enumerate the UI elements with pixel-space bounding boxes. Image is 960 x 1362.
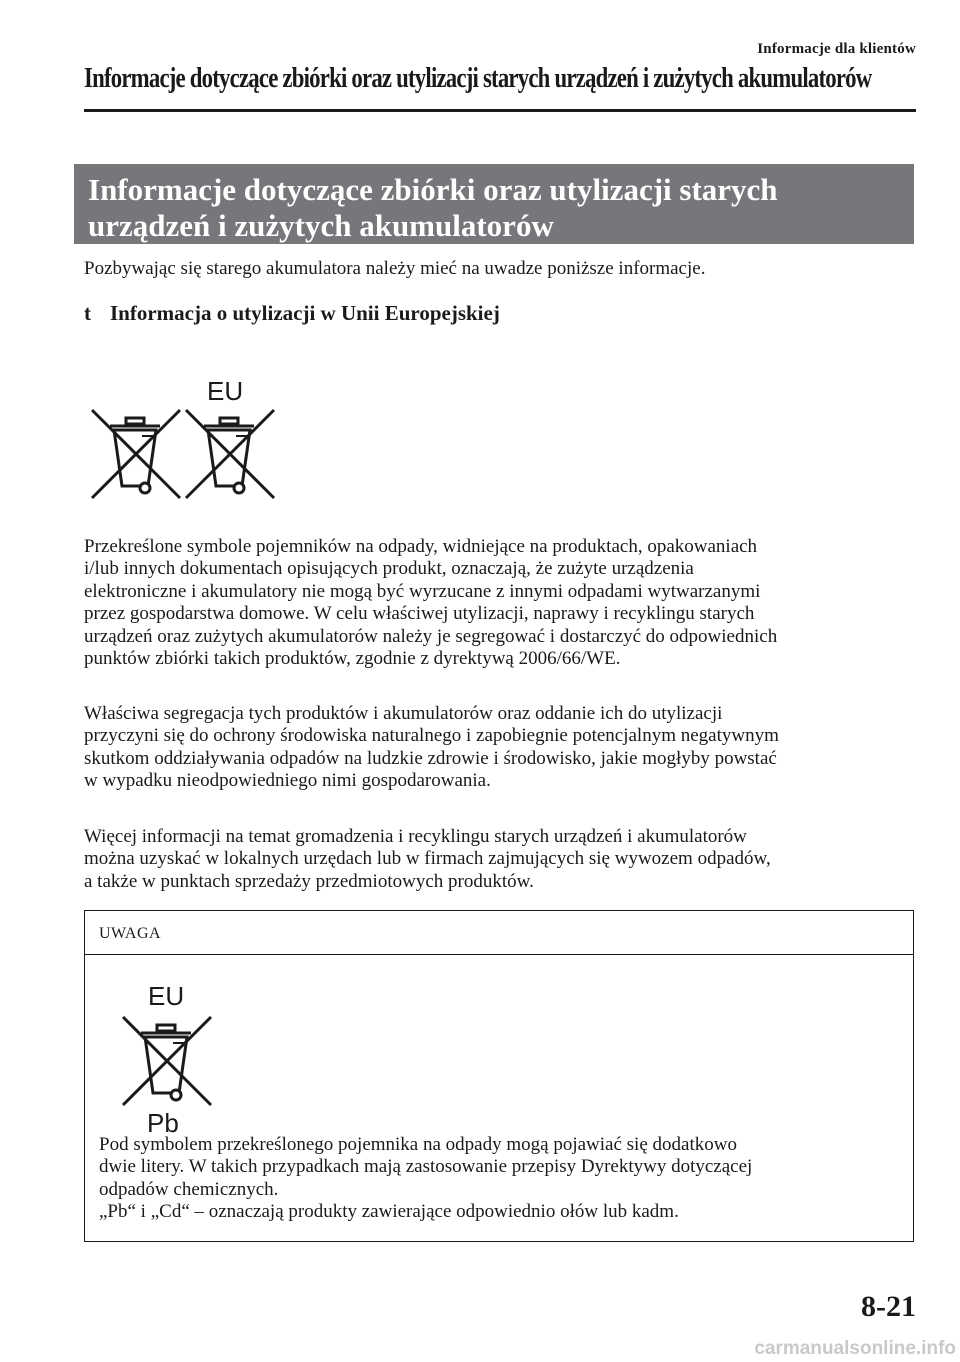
note-line: odpadów chemicznych.	[99, 1178, 279, 1200]
section-title-band	[74, 164, 914, 244]
paragraph-line: Właściwa segregacja tych produktów i akumulatorów oraz oddanie ich do utylizacji	[84, 703, 723, 724]
paragraph-more-information	[84, 826, 916, 893]
paragraph-line: skutkom oddziaływania odpadów na ludzkie zdrowie i środowisko, jakie mogłyby powstać	[84, 747, 777, 769]
subsection-title: Informacja o utylizacji w Unii Europejskiej	[110, 301, 500, 325]
paragraph-line: można uzyskać w lokalnych urzędach lub w firmach zajmujących się wywozem odpadów,	[84, 848, 771, 870]
paragraph-line: urządzeń oraz zużytych akumulatorów należy je segregować i dostarczyć do odpowiednich	[84, 625, 778, 647]
note-box	[84, 910, 914, 1242]
section-title-line-2: urządzeń i zużytych akumulatorów	[88, 208, 554, 243]
paragraph-line: przez gospodarstwa domowe. W celu właściwej utylizacji, naprawy i recyklingu starych	[84, 603, 755, 625]
paragraph-line: elektroniczne i akumulatory nie mogą być wyrzucane z innymi odpadami wytwarzanymi	[84, 580, 761, 602]
paragraph-line: a także w punktach sprzedaży przedmiotowych produktów.	[84, 870, 534, 892]
paragraph-line: Więcej informacji na temat gromadzenia i recyklingu starych urządzeń i akumulatorów	[84, 826, 747, 847]
paragraph-symbols-meaning	[84, 536, 916, 670]
paragraph-proper-segregation	[84, 703, 916, 793]
note-bin-symbol	[119, 975, 229, 1135]
header-section-label: Informacje dla klientów	[757, 41, 916, 57]
note-line: Pod symbolem przekreślonego pojemnika na odpady mogą pojawiać się dodatkowo	[99, 1134, 737, 1155]
watermark: carmanualsonline.info	[754, 1338, 956, 1359]
crossed-out-wheeled-bin-icon	[92, 410, 180, 498]
section-title-line-1: Informacje dotyczące zbiórki oraz utylizacji starych	[88, 172, 778, 207]
subsection-heading	[84, 300, 500, 326]
header-title: Informacje dotyczące zbiórki oraz utylizacji starych urządzeń i zużytych akumulatorów	[84, 62, 872, 94]
note-pb-label: Pb	[147, 1108, 179, 1135]
paragraph-line: Przekreślone symbole pojemników na odpady, widniejące na produktach, opakowaniach	[84, 536, 758, 557]
subsection-bullet: t	[84, 301, 91, 325]
note-line: dwie litery. W takich przypadkach mają zastosowanie przepisy Dyrektywy dotyczącej	[99, 1156, 753, 1178]
crossed-bin-symbols	[84, 370, 284, 505]
note-text	[99, 1134, 909, 1224]
note-label: UWAGA	[99, 925, 162, 942]
paragraph-line: w wypadku nieodpowiedniego nimi gospodarowania.	[84, 770, 491, 792]
paragraph-line: i/lub innych dokumentach opisujących produkt, oznaczają, że zużyte urządzenia	[84, 558, 694, 580]
crossed-out-wheeled-bin-icon	[186, 410, 274, 498]
note-eu-label: EU	[148, 981, 185, 1011]
header-divider	[84, 109, 916, 112]
intro-text: Pozbywając się starego akumulatora należy mieć na uwadze poniższe informacje.	[84, 258, 706, 279]
eu-label: EU	[207, 376, 244, 406]
crossed-out-wheeled-bin-icon	[123, 1017, 211, 1105]
note-divider	[85, 954, 913, 955]
paragraph-line: punktów zbiórki takich produktów, zgodnie z dyrektywą 2006/66/WE.	[84, 648, 621, 670]
page-number: 8-21	[861, 1290, 916, 1323]
note-line: „Pb“ i „Cd“ – oznaczają produkty zawierające odpowiednio ołów lub kadm.	[99, 1201, 679, 1223]
paragraph-line: przyczyni się do ochrony środowiska naturalnego i zapobiegnie potencjalnym negatywnym	[84, 725, 779, 747]
